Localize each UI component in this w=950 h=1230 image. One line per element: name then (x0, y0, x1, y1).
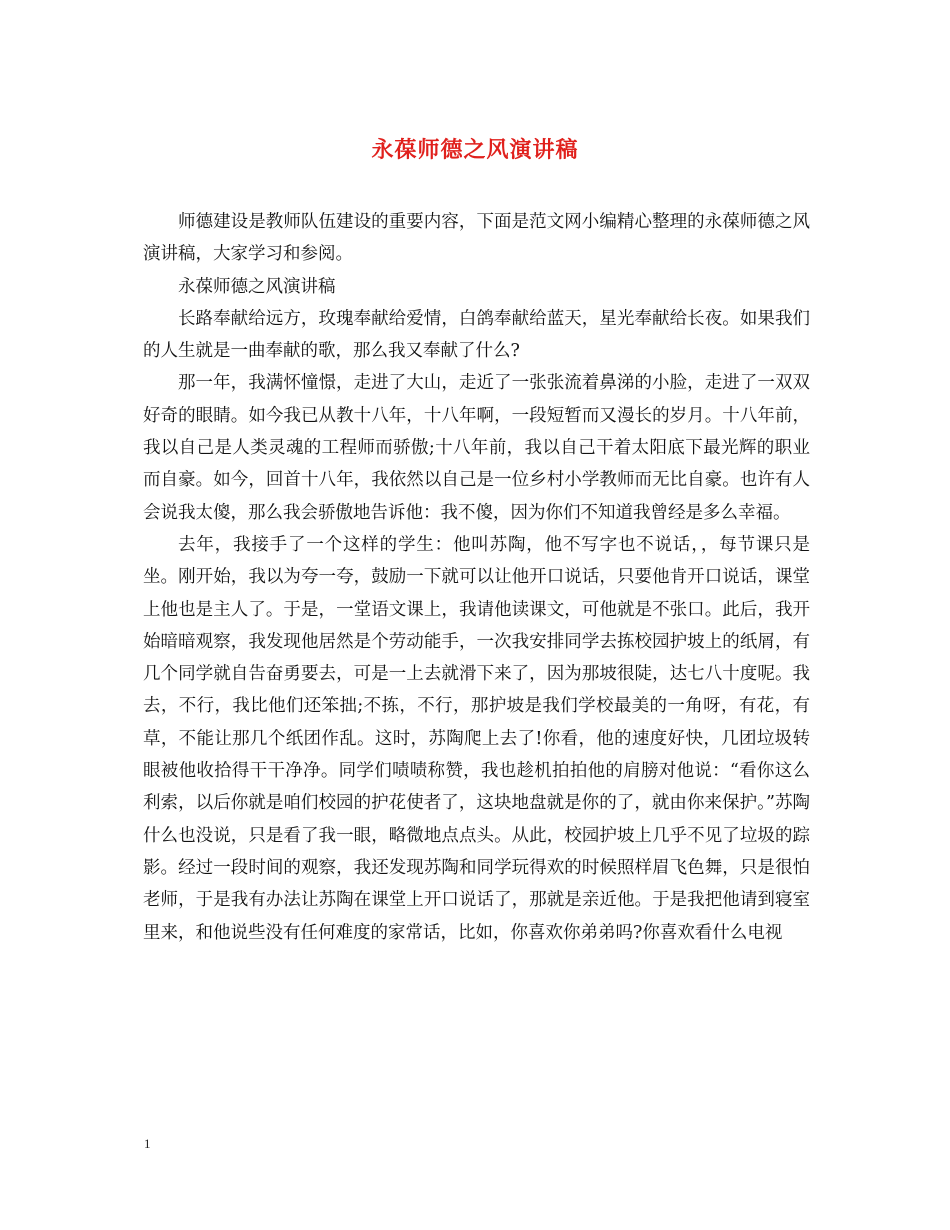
intro-paragraph: 师德建设是教师队伍建设的重要内容，下面是范文网小编精心整理的永葆师德之风演讲稿，大家学习和参阅。 (143, 212, 810, 265)
body-paragraph: 去年，我接手了一个这样的学生：他叫苏陶，他不写字也不说话，，每节课只是坐。刚开始，我以为夸一夸，鼓励一下就可以让他开口说话，只要他肯开口说话，课堂上他也是主人了。于是，一堂语文课上，我请他读课文，可他就是不张口。此后，我开始暗暗观察，我发现他居然是个劳动能手，一次我安排同学去拣校园护坡上的纸屑，有几个同学就自告奋勇要去，可是一上去就滑下来了，因为那坡很陡，达七八十度呢。我去，不行，我比他们还笨拙;不拣，不行，那护坡是我们学校最美的一角呀，有花，有草，不能让那几个纸团作乱。这时，苏陶爬上去了!你看，他的速度好快，几团垃圾转眼被他收拾得干干净净。同学们啧啧称赞，我也趁机拍拍他的肩膀对他说：“看你这么利索，以后你就是咱们校园的护花使者了，这块地盘就是你的了，就由你来保护。”苏陶什么也没说，只是看了我一眼，略微地点点头。从此，校园护坡上几乎不见了垃圾的踪影。经过一段时间的观察，我还发现苏陶和同学玩得欢的时候照样眉飞色舞，只是很怕老师，于是我有办法让苏陶在课堂上开口说话了，那就是亲近他。于是我把他请到寝室里来，和他说些没有任何难度的家常话，比如，你喜欢你弟弟吗?你喜欢看什么电视 (143, 534, 810, 943)
page-number: 1 (144, 1136, 151, 1151)
subtitle-paragraph: 永葆师德之风演讲稿 (178, 276, 336, 297)
document-body (143, 206, 810, 949)
document-title: 永葆师德之风演讲稿 (371, 137, 579, 163)
body-paragraph: 那一年，我满怀憧憬，走进了大山，走近了一张张流着鼻涕的小脸，走进了一双双好奇的眼睛。如今我已从教十八年，十八年啊，一段短暂而又漫长的岁月。十八年前，我以自己是人类灵魂的工程师而骄傲;十八年前，我以自己干着太阳底下最光辉的职业而自豪。如今，回首十八年，我依然以自己是一位乡村小学教师而无比自豪。也许有人会说我太傻，那么我会骄傲地告诉他：我不傻，因为你们不知道我曾经是多么幸福。 (143, 373, 810, 523)
body-paragraph: 长路奉献给远方，玫瑰奉献给爱情，白鸽奉献给蓝天，星光奉献给长夜。如果我们的人生就是一曲奉献的歌，那么我又奉献了什么? (143, 308, 810, 362)
